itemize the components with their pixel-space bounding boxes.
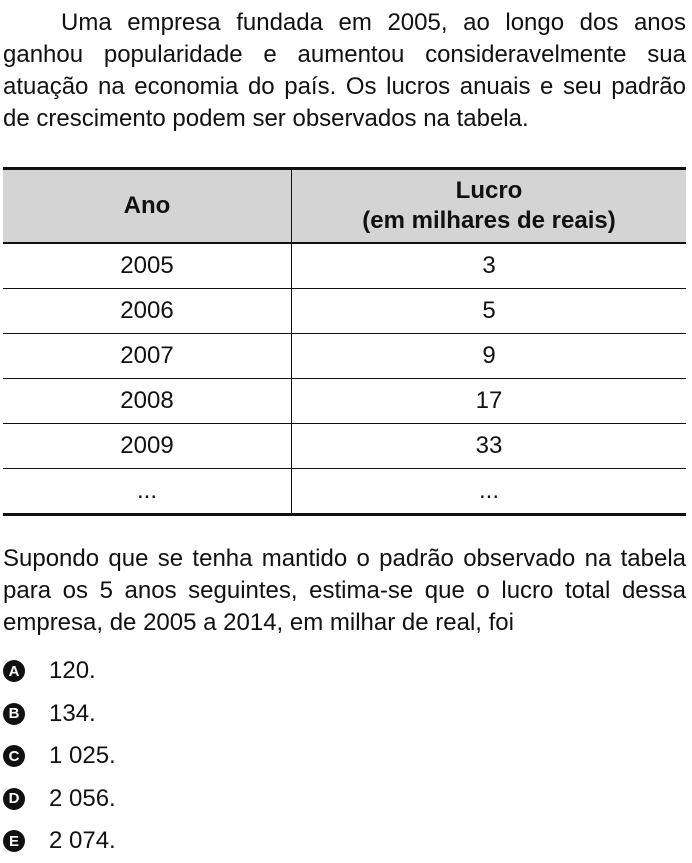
- profit-table: [3, 167, 686, 516]
- option-letter-badge: C: [3, 745, 25, 767]
- cell-lucro: 5: [292, 289, 687, 334]
- cell-ano: 2005: [3, 243, 292, 289]
- cell-ano: 2007: [3, 334, 292, 379]
- table-row: [3, 424, 686, 469]
- cell-ano: 2006: [3, 289, 292, 334]
- header-lucro: [292, 169, 687, 244]
- option-text: 2 074.: [49, 827, 116, 855]
- option-a[interactable]: [3, 650, 686, 693]
- option-d[interactable]: [3, 778, 686, 821]
- header-lucro-unit: (em milhares de reais): [362, 207, 616, 234]
- option-text: 1 025.: [49, 742, 116, 770]
- profit-table-container: [3, 167, 686, 516]
- cell-ano: 2008: [3, 379, 292, 424]
- header-ano: Ano: [3, 169, 292, 244]
- header-lucro-title: Lucro: [455, 177, 523, 204]
- option-text: 134.: [49, 699, 96, 727]
- option-text: 120.: [49, 657, 96, 685]
- table-row: [3, 469, 686, 515]
- cell-lucro: 33: [292, 424, 687, 469]
- intro-paragraph: Uma empresa fundada em 2005, ao longo dos anos ganhou popularidade e aumentou consideravelmente sua atuação na economia do país. Os lucros anuais e seu padrão de crescimento podem ser observados na tabela.: [3, 9, 686, 132]
- option-letter-badge: D: [3, 788, 25, 810]
- option-b[interactable]: [3, 693, 686, 736]
- cell-ano: ...: [3, 469, 292, 515]
- option-letter-badge: B: [3, 703, 25, 725]
- option-text: 2 056.: [49, 784, 116, 812]
- option-e[interactable]: [3, 820, 686, 863]
- option-c[interactable]: [3, 735, 686, 778]
- cell-lucro: 3: [292, 243, 687, 289]
- option-letter-badge: E: [3, 830, 25, 852]
- table-row: [3, 334, 686, 379]
- option-letter-badge: A: [3, 660, 25, 682]
- cell-lucro: 9: [292, 334, 687, 379]
- cell-ano: 2009: [3, 424, 292, 469]
- cell-lucro: 17: [292, 379, 687, 424]
- answer-options: [3, 650, 686, 863]
- table-row: [3, 243, 686, 289]
- cell-lucro: ...: [292, 469, 687, 515]
- table-header-row: [3, 169, 686, 244]
- table-row: [3, 289, 686, 334]
- table-row: [3, 379, 686, 424]
- question-text: Supondo que se tenha mantido o padrão observado na tabela para os 5 anos seguintes, estima-se que o lucro total dessa empresa, de 2005 a 2014, em milhar de real, foi: [3, 545, 686, 636]
